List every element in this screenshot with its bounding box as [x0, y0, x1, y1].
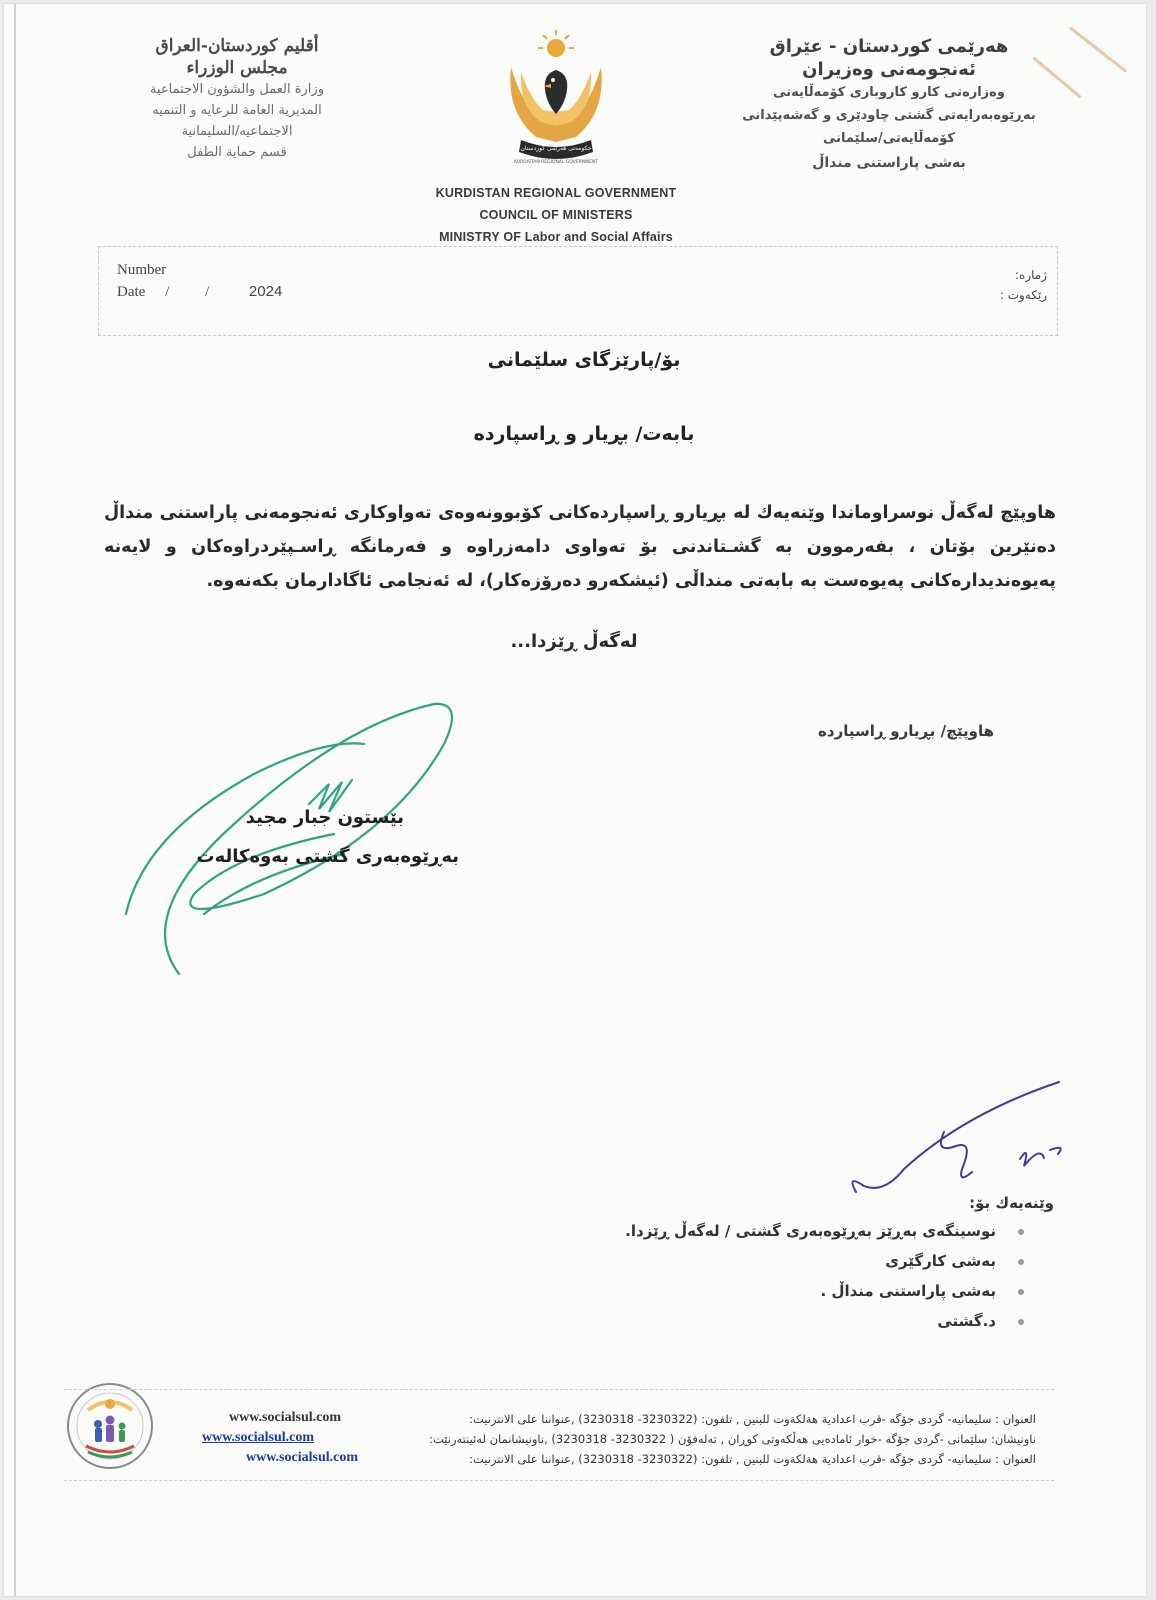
reference-kurdish	[1000, 265, 1047, 305]
attachment-note: هاوپێچ/ بڕیارو ڕاسپاردە	[818, 722, 994, 740]
kurdish-ministry: وەزارەتی کارو کاروباری کۆمەڵایەتی	[773, 85, 1005, 100]
letter-page	[4, 4, 1146, 1596]
date-separator: /	[165, 284, 170, 300]
footer-address-arabic-2: العنوان : سليمانيه- گردى جۆگه -قرب اعدادية هةلكةوت للبنين , تلفون: (3230322- 3230318) ,عنواننا على الانترنيت:	[469, 1452, 1036, 1466]
cc-item	[564, 1276, 1024, 1306]
footer-website-link[interactable]: www.socialsul.com	[202, 1430, 314, 1445]
footer-contact	[64, 1389, 1054, 1481]
arabic-region: أقليم كوردستان-العراق	[155, 36, 319, 56]
subject-line: بابەت/ بڕیار و ڕاسپاردە	[473, 423, 695, 445]
footer-address-kurdish: ناونیشان: سلێمانی -گردی جۆگە -خوار ئامادەیی هەڵکەوتی کوڕان , تەلەفۆن ( 3230322- 3230318) ,ناونیشانمان لەئینتەرنێت:	[429, 1432, 1036, 1446]
kurdish-section: بەشی پاراستنی منداڵ	[812, 155, 966, 171]
arabic-ministry: وزارة العمل والشؤون الاجتماعية	[150, 82, 324, 97]
english-ministry: MINISTRY OF Labor and Social Affairs	[439, 230, 673, 244]
date-label-kurdish: رێکەوت :	[999, 288, 1047, 302]
bullet-icon	[1018, 1229, 1024, 1235]
kurdish-header	[734, 36, 1044, 171]
date-year: 2024	[248, 283, 283, 300]
date-row	[117, 281, 282, 303]
arabic-directorate-2: الاجتماعيه/السليمانية	[181, 124, 293, 139]
footer-website-link[interactable]: www.socialsul.com	[246, 1450, 358, 1465]
number-label-kurdish: ژمارە:	[1014, 268, 1047, 282]
bullet-icon	[1018, 1259, 1024, 1265]
arabic-section: قسم حماية الطفل	[187, 145, 287, 160]
date-label: Date	[117, 284, 146, 300]
signatory-title: بەڕێوەبەری گشتی بەوەکالەت	[196, 846, 459, 867]
cc-item-text: بەشی کارگێری	[885, 1252, 996, 1270]
english-government: KURDISTAN REGIONAL GOVERNMENT	[435, 186, 677, 200]
cc-list	[564, 1216, 1024, 1336]
stick-mark	[1069, 26, 1128, 73]
emblem-banner-text-en: KURDISTAN REGIONAL GOVERNMENT	[513, 160, 599, 165]
handwritten-initials	[844, 1074, 1074, 1214]
recipient-line: بۆ/پارێزگای سلێمانی	[487, 349, 681, 371]
cc-item	[564, 1216, 1024, 1246]
handwritten-signature	[114, 684, 474, 984]
footer-website-link[interactable]: www.socialsul.com	[229, 1410, 341, 1425]
number-label: Number	[117, 262, 167, 278]
bullet-icon	[1018, 1319, 1024, 1325]
cc-item-text: نوسینگەی بەڕێز بەڕێوەبەری گشتی / لەگەڵ ڕێزدا.	[625, 1222, 996, 1240]
emblem-banner-text: حکومەتی هەرێمی کوردستان	[520, 145, 592, 152]
cc-heading: وێنەیەك بۆ:	[969, 1194, 1054, 1212]
kurdish-directorate-1: بەڕێوەبەرایەتی گشتی چاودێری و گەشەپێدانی	[742, 108, 1036, 123]
kurdish-council: ئەنجومەنی وەزیران	[802, 59, 976, 80]
signatory-name: بێستون جبار مجید	[245, 807, 404, 828]
cc-item-text: بەشی پاراستنی منداڵ .	[820, 1282, 996, 1300]
arabic-council: مجلس الوزراء	[186, 58, 288, 78]
bullet-icon	[1018, 1289, 1024, 1295]
closing-regards: لەگەڵ ڕێزدا...	[510, 631, 638, 652]
arabic-header	[122, 36, 352, 162]
cc-item	[564, 1306, 1024, 1336]
cc-item-text: د.گشتی	[937, 1312, 996, 1330]
arabic-directorate-1: المديرية العامة للرعايه و التنميه	[152, 103, 322, 118]
english-council: COUNCIL OF MINISTERS	[479, 208, 633, 222]
kurdish-directorate-2: کۆمەڵایەتی/سلێمانی	[823, 131, 955, 146]
date-separator: /	[205, 284, 210, 300]
reference-box	[98, 246, 1058, 336]
page-edge-shadow	[14, 4, 16, 1596]
english-header	[404, 182, 708, 248]
cc-item	[564, 1246, 1024, 1276]
footer-address-arabic: العنوان : سليمانيه- گردى جۆگه -قرب اعدادية هةلكةوت للبنين , تلفون: (3230322- 3230318) ,عنواننا على الانترنيت:	[469, 1412, 1036, 1426]
kurdish-region: هەرێمی کوردستان - عێراق	[769, 36, 1009, 57]
reference-english	[117, 259, 282, 303]
body-paragraph: هاوپێچ لەگەڵ نوسراوماندا وێنەیەك لە بڕیارو ڕاسپاردەکانی کۆبوونەوەی تەواوکاری ئەنجومەنی پاراستنی منداڵ دەنێرین بۆتان ، بفەرموون بە گشـتاندنی بۆ تەواوی دامەزراوە و فەرمانگە ڕاسـپێردراوەکان و لایەنە پەیوەندیدارەکانی پەیوەست بە بابەتی منداڵی (ئیشکەرو دەرۆزەکار)، لە ئەنجامی ئاگادارمان بکەنەوە.	[104, 503, 1056, 591]
krg-emblem-icon	[481, 22, 631, 177]
